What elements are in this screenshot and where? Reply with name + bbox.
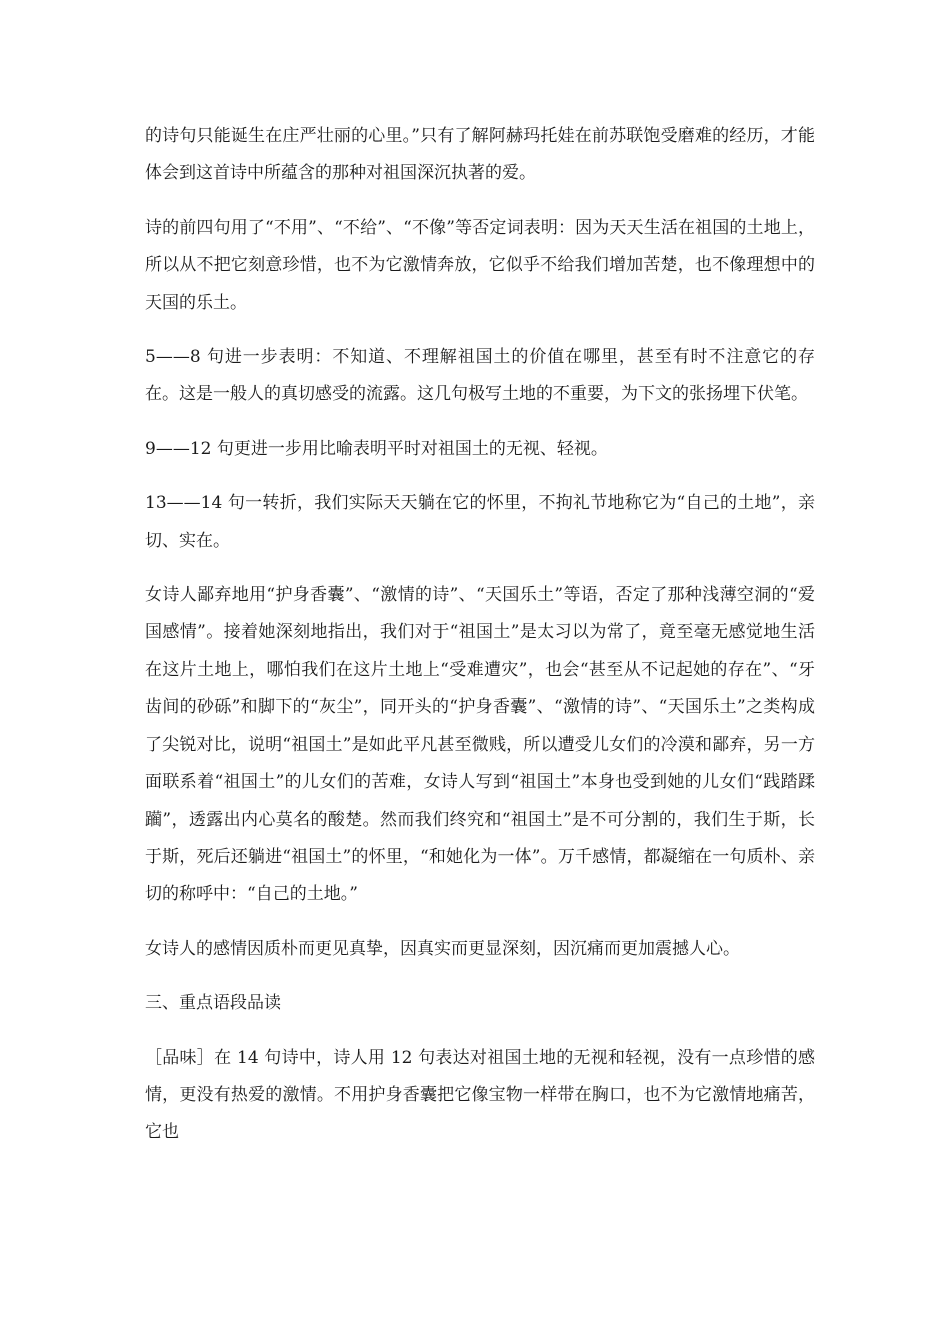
paragraph-1: 的诗句只能诞生在庄严壮丽的心里。”只有了解阿赫玛托娃在前苏联饱受磨难的经历，才能体会到这首诗中所蕴含的那种对祖国深沉执著的爱。 <box>145 126 815 184</box>
document-body <box>145 118 815 1169</box>
paragraph-2: 诗的前四句用了“不用”、“不给”、“不像”等否定词表明：因为天天生活在祖国的土地上，所以从不把它刻意珍惜，也不为它激情奔放，它似乎不给我们增加苦楚，也不像理想中的天国的乐土。 <box>145 217 815 313</box>
final-paragraph: ［品味］在 14 句诗中，诗人用 12 句表达对祖国土地的无视和轻视，没有一点珍惜的感情，更没有热爱的激情。不用护身香囊把它像宝物一样带在胸口，也不为它激情地痛苦，它也 <box>145 1047 815 1143</box>
paragraph-5: 13——14 句一转折，我们实际天天躺在它的怀里，不拘礼节地称它为“自己的土地”，亲切、实在。 <box>145 493 815 551</box>
paragraph-3: 5——8 句进一步表明：不知道、不理解祖国土的价值在哪里，甚至有时不注意它的存在。这是一般人的真切感受的流露。这几句极写土地的不重要，为下文的张扬埋下伏笔。 <box>145 347 815 405</box>
section-heading: 三、重点语段品读 <box>145 993 281 1014</box>
paragraph-7: 女诗人的感情因质朴而更见真挚，因真实而更显深刻，因沉痛而更加震撼人心。 <box>145 938 740 959</box>
paragraph-6: 女诗人鄙弃地用“护身香囊”、“激情的诗”、“天国乐土”等语，否定了那种浅薄空洞的“爱国感情”。接着她深刻地指出，我们对于“祖国土”是太习以为常了，竟至毫无感觉地生活在这片土地上，哪怕我们在这片土地上“受难遭灾”，也会“甚至从不记起她的存在”、“牙齿间的砂砾”和脚下的“灰尘”，同开头的“护身香囊”、“激情的诗”、“天国乐土”之类构成了尖锐对比，说明“祖国土”是如此平凡甚至微贱，所以遭受儿女们的冷漠和鄙弃，另一方面联系着“祖国土”的儿女们的苦难，女诗人写到“祖国土”本身也受到她的儿女们“践踏蹂躏”，透露出内心莫名的酸楚。然而我们终究和“祖国土”是不可分割的，我们生于斯，长于斯，死后还躺进“祖国土”的怀里，“和她化为一体”。万千感情，都凝缩在一句质朴、亲切的称呼中：“自己的土地。” <box>145 585 815 905</box>
paragraph-4: 9——12 句更进一步用比喻表明平时对祖国土的无视、轻视。 <box>145 438 608 459</box>
